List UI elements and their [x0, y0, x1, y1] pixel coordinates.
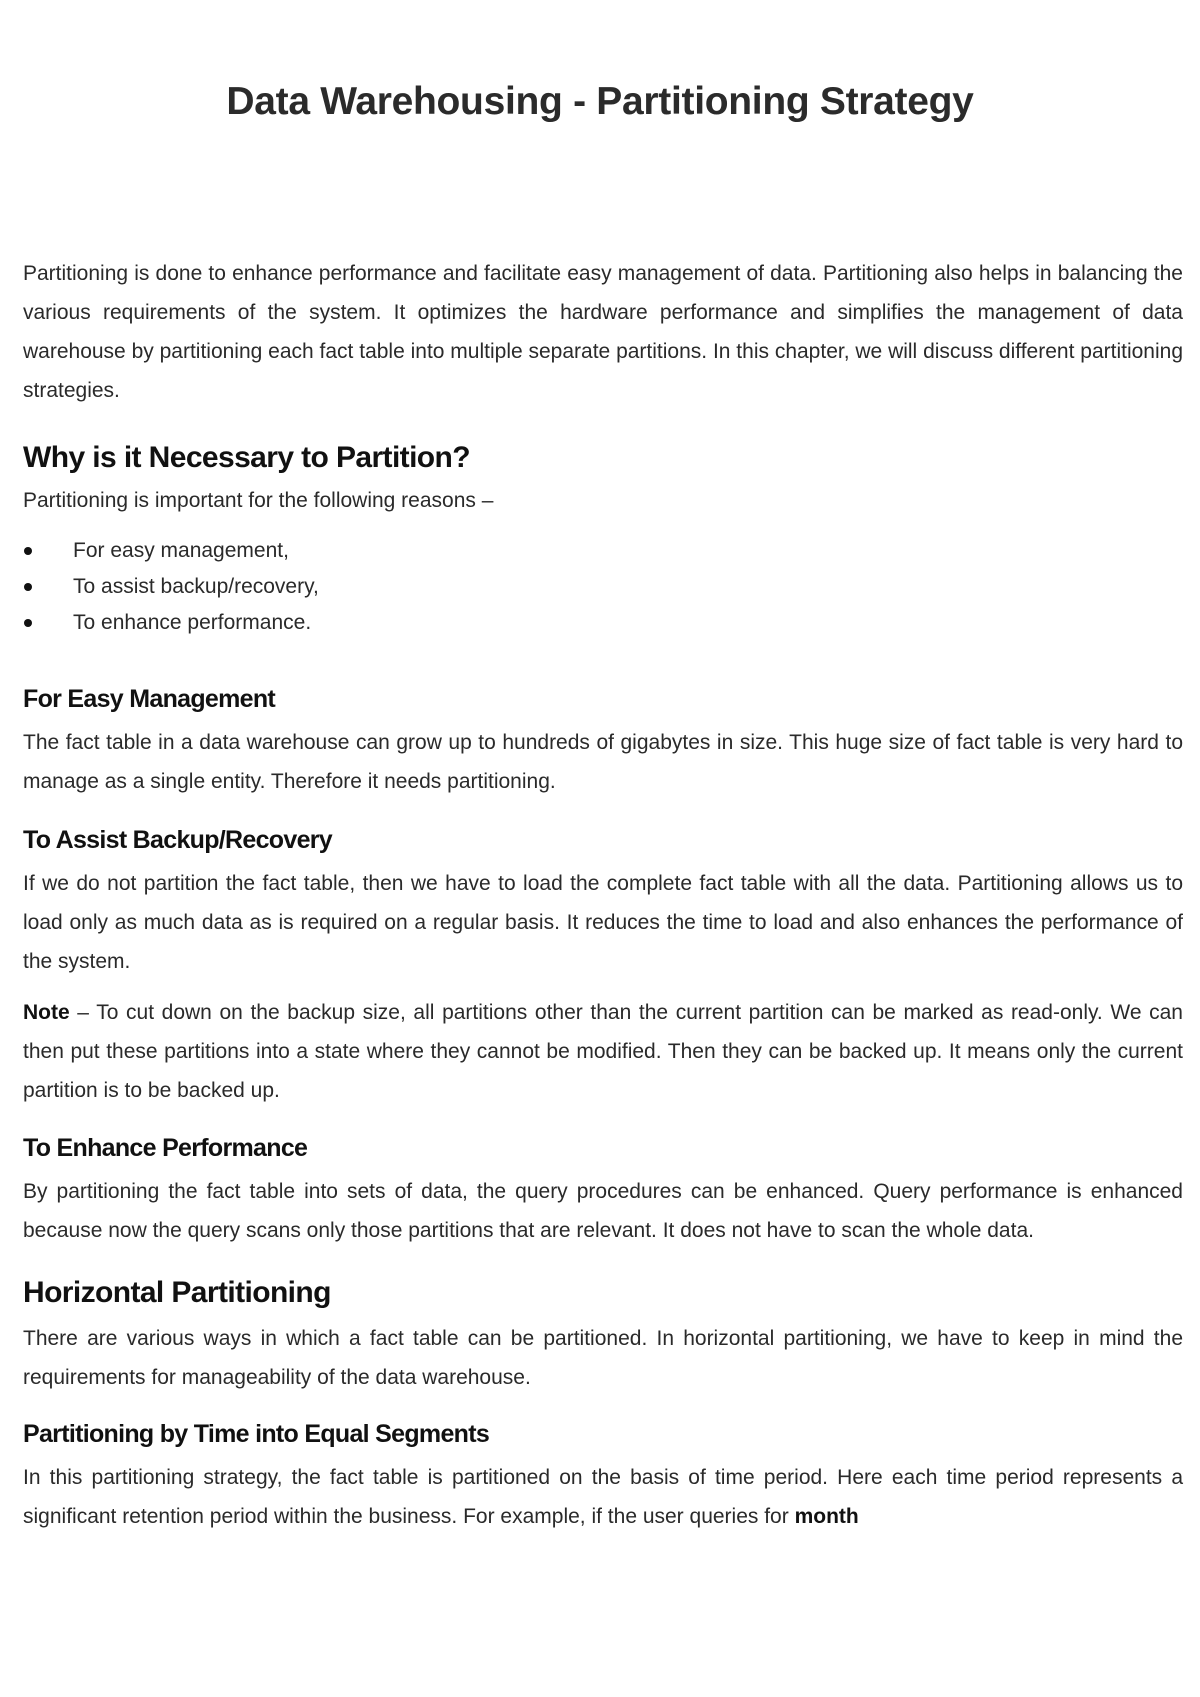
time-segments-text: In this partitioning strategy, the fact table is partitioned on the basis of time period. Here each time period represents a significant retention period within the business. For example, if the user queries for [23, 1466, 1183, 1528]
note-text: – To cut down on the backup size, all partitions other than the current partition can be marked as read-only. We can then put these partitions into a state where they cannot be modified. Then they can be backed up. It means only the current partition is to be backed up. [23, 1001, 1183, 1102]
intro-paragraph: Partitioning is done to enhance performance and facilitate easy management of data. Partitioning also helps in balancing the various requirements of the system. It optimizes the hardware performance and simplifies the management of data warehouse by partitioning each fact table into multiple separate partitions. In this chapter, we will discuss different partitioning strategies. [23, 262, 1183, 402]
horizontal-partitioning-paragraph: There are various ways in which a fact table can be partitioned. In horizontal partitioning, we have to keep in mind the requirements for manageability of the data warehouse. [23, 1327, 1183, 1389]
bullet-icon [24, 619, 32, 627]
why-partition-heading: Why is it Necessary to Partition? [23, 441, 470, 474]
reasons-list [23, 533, 1183, 641]
backup-recovery-paragraph: If we do not partition the fact table, then we have to load the complete fact table with all the data. Partitioning allows us to load only as much data as is required on a regular basis. It reduces the time to load and also enhances the performance of the system. [23, 872, 1183, 973]
reason-text: For easy management, [73, 539, 289, 562]
why-partition-lead: Partitioning is important for the following reasons – [23, 489, 494, 512]
easy-management-paragraph: The fact table in a data warehouse can grow up to hundreds of gigabytes in size. This huge size of fact table is very hard to manage as a single entity. Therefore it needs partitioning. [23, 731, 1183, 793]
time-segments-paragraph [23, 1458, 1183, 1536]
enhance-performance-paragraph: By partitioning the fact table into sets of data, the query procedures can be enhanced. Query performance is enhanced because now the query scans only those partitions that are relevant. It does not have to scan the whole data. [23, 1180, 1183, 1242]
easy-management-heading: For Easy Management [23, 685, 276, 713]
list-item [23, 569, 1183, 605]
list-item [23, 533, 1183, 569]
horizontal-partitioning-heading: Horizontal Partitioning [23, 1276, 331, 1309]
backup-note-paragraph [23, 993, 1183, 1110]
backup-recovery-heading: To Assist Backup/Recovery [23, 826, 333, 854]
document-content [23, 254, 1183, 1536]
enhance-performance-heading: To Enhance Performance [23, 1134, 308, 1162]
time-segments-bold-tail: month [794, 1505, 859, 1528]
bullet-icon [24, 583, 32, 591]
note-label: Note [23, 1001, 70, 1024]
bullet-icon [24, 547, 32, 555]
time-segments-heading: Partitioning by Time into Equal Segments [23, 1420, 490, 1448]
reason-text: To enhance performance. [73, 611, 312, 634]
reason-text: To assist backup/recovery, [73, 575, 319, 598]
page-title: Data Warehousing - Partitioning Strategy [226, 80, 974, 123]
list-item [23, 605, 1183, 641]
